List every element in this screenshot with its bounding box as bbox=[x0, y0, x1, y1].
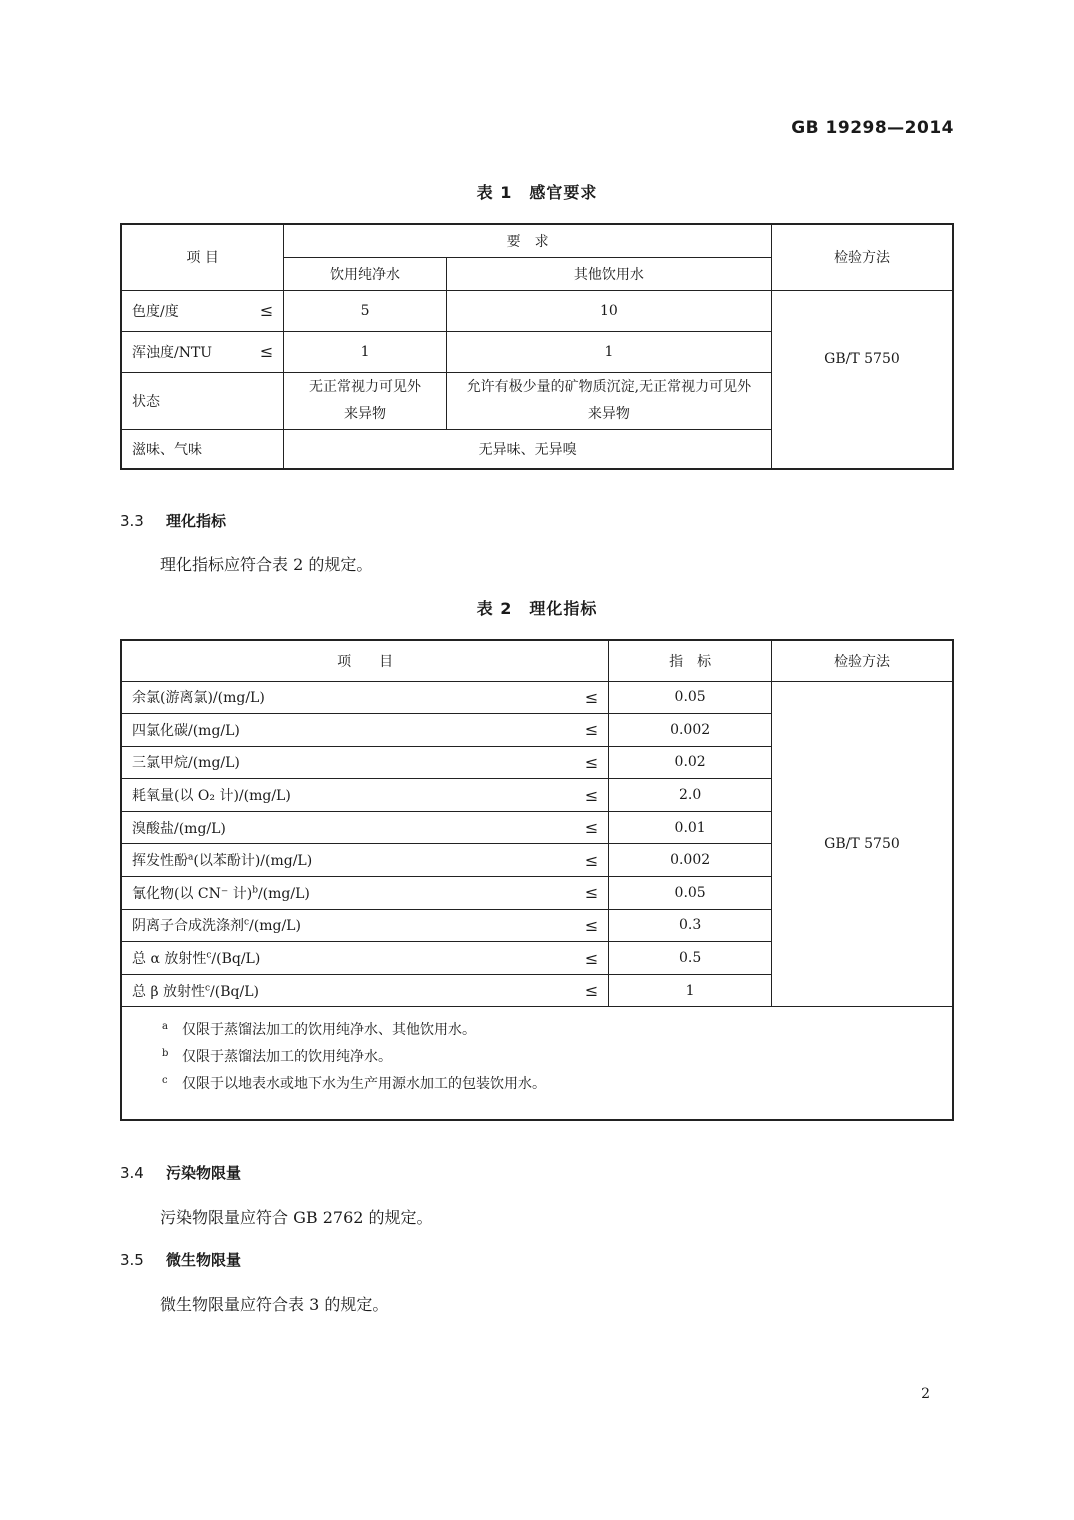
le-symbol: ≤ bbox=[584, 850, 599, 870]
t1-value-purified: 1 bbox=[284, 331, 447, 372]
t2-item-label: 总 α 放射性$^c$/(Bq/L) bbox=[132, 950, 261, 968]
t2-header-method: 检验方法 bbox=[771, 640, 953, 681]
t1-value-purified: 5 bbox=[284, 290, 447, 331]
footnote: a 仅限于蒸馏法加工的饮用纯净水、其他饮用水。 bbox=[162, 1021, 476, 1039]
t2-header-item: 项 目 bbox=[121, 640, 609, 681]
table-row bbox=[121, 290, 953, 331]
t1-item-cell bbox=[121, 331, 284, 372]
le-symbol: ≤ bbox=[584, 752, 599, 772]
t2-value: 0.5 bbox=[609, 942, 772, 975]
section-3-4-heading: 3.4 污染物限量 bbox=[120, 1164, 242, 1182]
le-symbol: ≤ bbox=[584, 883, 599, 903]
le-symbol: ≤ bbox=[259, 301, 274, 320]
t2-item-label: 阴离子合成洗涤剂$^c$/(mg/L) bbox=[132, 917, 301, 935]
t1-header-item: 项 目 bbox=[121, 224, 284, 290]
t2-header-index: 指 标 bbox=[609, 640, 772, 681]
section-3-3-text: 理化指标应符合表 2 的规定。 bbox=[160, 555, 373, 574]
table2-physicochemical-indicators bbox=[120, 639, 954, 1121]
t2-item-label: 耗氧量(以 O₂ 计)/(mg/L) bbox=[132, 788, 291, 805]
t2-value: 0.3 bbox=[609, 909, 772, 942]
t2-item-cell bbox=[121, 974, 609, 1007]
t1-item-label: 色度/度 bbox=[132, 303, 179, 320]
t1-header-requirement: 要 求 bbox=[284, 224, 772, 257]
le-symbol: ≤ bbox=[584, 915, 599, 935]
le-symbol: ≤ bbox=[584, 785, 599, 805]
t1-value-merged: 无异味、无异嗅 bbox=[284, 429, 772, 469]
table1-sensory-requirements bbox=[120, 223, 954, 470]
le-symbol: ≤ bbox=[584, 720, 599, 740]
t1-method-cell: GB/T 5750 bbox=[771, 290, 953, 469]
t2-item-label: 氰化物(以 CN⁻ 计)$^b$/(mg/L) bbox=[132, 885, 310, 902]
t1-header-other-water: 其他饮用水 bbox=[446, 257, 771, 290]
section-3-3-heading: 3.3 理化指标 bbox=[120, 512, 227, 530]
t2-method-cell: GB/T 5750 bbox=[771, 681, 953, 1007]
t2-item-label: 溴酸盐/(mg/L) bbox=[132, 820, 226, 837]
t2-item-label: 总 β 放射性$^c$/(Bq/L) bbox=[132, 982, 259, 1000]
t2-value: 2.0 bbox=[609, 779, 772, 812]
le-symbol: ≤ bbox=[259, 342, 274, 361]
table-row bbox=[121, 681, 953, 714]
table1-caption: 表 1 感官要求 bbox=[476, 183, 598, 202]
t1-item-label: 状态 bbox=[121, 372, 284, 429]
le-symbol: ≤ bbox=[584, 818, 599, 838]
t2-value: 0.002 bbox=[609, 714, 772, 747]
t1-item-label: 浑浊度/NTU bbox=[132, 344, 213, 361]
t1-header-purified-water: 饮用纯净水 bbox=[284, 257, 447, 290]
t1-value-other: 允许有极少量的矿物质沉淀,无正常视力可见外来异物 bbox=[446, 372, 771, 429]
t1-item-cell bbox=[121, 290, 284, 331]
standard-number: GB 19298—2014 bbox=[791, 118, 954, 138]
t2-notes-cell bbox=[121, 1007, 953, 1120]
t2-item-label: 三氯甲烷/(mg/L) bbox=[132, 755, 240, 772]
t2-value: 0.01 bbox=[609, 811, 772, 844]
t1-value-other: 1 bbox=[446, 331, 771, 372]
t2-item-label: 余氯(游离氯)/(mg/L) bbox=[132, 690, 265, 707]
t2-item-cell bbox=[121, 877, 609, 910]
footnote: b 仅限于蒸馏法加工的饮用纯净水。 bbox=[162, 1048, 392, 1066]
section-3-4-text: 污染物限量应符合 GB 2762 的规定。 bbox=[160, 1208, 433, 1227]
t2-item-cell bbox=[121, 746, 609, 779]
t2-value: 1 bbox=[609, 974, 772, 1007]
le-symbol: ≤ bbox=[584, 948, 599, 968]
t2-item-cell bbox=[121, 681, 609, 714]
page-number: 2 bbox=[921, 1386, 930, 1402]
table2-caption: 表 2 理化指标 bbox=[476, 599, 598, 618]
t2-item-cell bbox=[121, 714, 609, 747]
section-3-5-text: 微生物限量应符合表 3 的规定。 bbox=[160, 1295, 389, 1314]
t1-value-purified: 无正常视力可见外来异物 bbox=[284, 372, 447, 429]
t2-item-label: 四氯化碳/(mg/L) bbox=[132, 722, 240, 739]
t1-value-other: 10 bbox=[446, 290, 771, 331]
t2-item-label: 挥发性酚$^a$(以苯酚计)/(mg/L) bbox=[132, 852, 313, 870]
t2-value: 0.02 bbox=[609, 746, 772, 779]
t1-header-method: 检验方法 bbox=[771, 224, 953, 290]
t2-item-cell bbox=[121, 811, 609, 844]
t1-item-label: 滋味、气味 bbox=[121, 429, 284, 469]
t2-value: 0.002 bbox=[609, 844, 772, 877]
t2-item-cell bbox=[121, 909, 609, 942]
t2-value: 0.05 bbox=[609, 877, 772, 910]
t2-value: 0.05 bbox=[609, 681, 772, 714]
le-symbol: ≤ bbox=[584, 687, 599, 707]
footnote: c 仅限于以地表水或地下水为生产用源水加工的包装饮用水。 bbox=[162, 1075, 546, 1093]
t2-item-cell bbox=[121, 844, 609, 877]
t2-item-cell bbox=[121, 942, 609, 975]
t2-item-cell bbox=[121, 779, 609, 812]
section-3-5-heading: 3.5 微生物限量 bbox=[120, 1251, 242, 1269]
le-symbol: ≤ bbox=[584, 981, 599, 1001]
